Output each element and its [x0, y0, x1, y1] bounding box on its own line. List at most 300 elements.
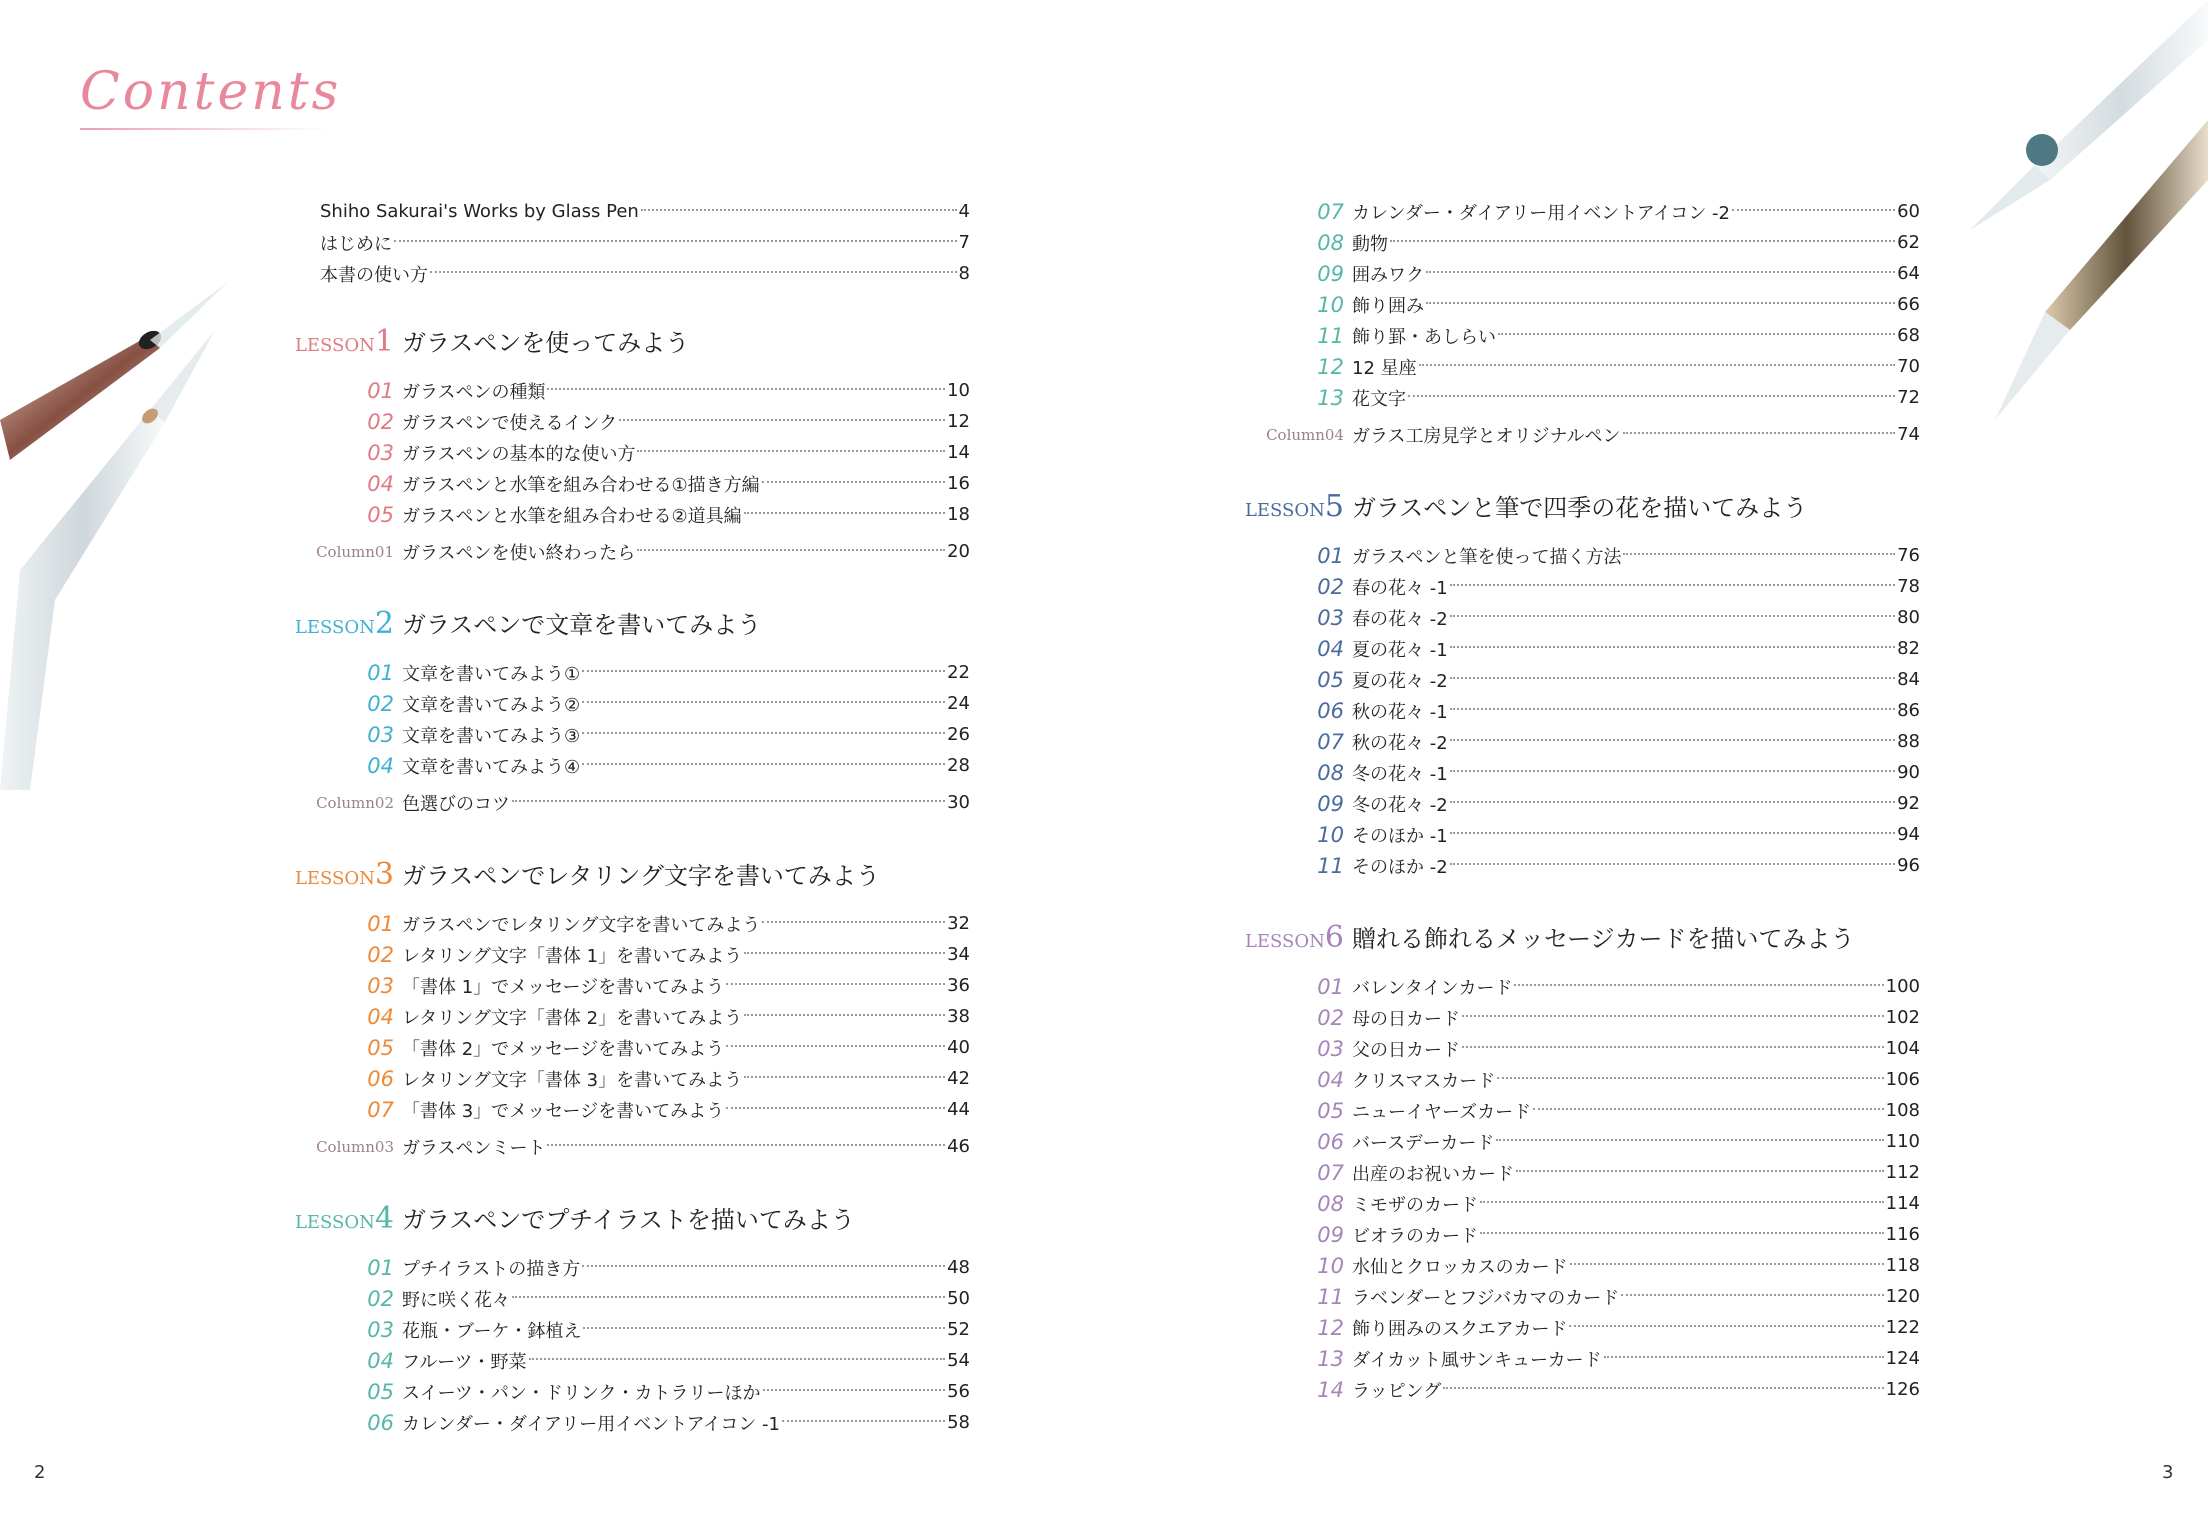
leader-dots: [726, 1045, 945, 1047]
column-entry[interactable]: [290, 787, 970, 818]
leader-dots: [1533, 1108, 1884, 1110]
leader-dots: [1450, 646, 1895, 648]
entry-label: 飾り罫・あしらい: [1352, 326, 1496, 348]
entry-label: ガラスペンの基本的な使い方: [402, 443, 636, 465]
toc-entry[interactable]: [1240, 1374, 1920, 1405]
lesson-heading[interactable]: [1240, 488, 1920, 540]
column-entry[interactable]: [290, 536, 970, 567]
entry-page: 16: [947, 473, 970, 494]
lesson-heading[interactable]: [290, 323, 970, 375]
toc-entry[interactable]: [1240, 540, 1920, 571]
entry-page: 54: [947, 1350, 970, 1371]
contents-title: Contents: [80, 62, 342, 122]
entry-label: ニューイヤーズカード: [1352, 1101, 1532, 1123]
entry-label: はじめに: [320, 233, 392, 255]
leader-dots: [1569, 1325, 1883, 1327]
entry-number: 01: [1317, 974, 1344, 999]
leader-dots: [1450, 615, 1895, 617]
leader-dots: [1623, 553, 1895, 555]
toc-entry[interactable]: [1240, 850, 1920, 881]
leader-dots: [744, 512, 945, 514]
toc-entry[interactable]: [290, 499, 970, 530]
toc-entry[interactable]: [1240, 1095, 1920, 1126]
entry-label: クリスマスカード: [1352, 1070, 1496, 1092]
leader-dots: [762, 481, 945, 483]
leader-dots: [512, 800, 945, 802]
leader-dots: [744, 1014, 945, 1016]
entry-number: 03: [367, 1317, 394, 1342]
entry-page: 94: [1897, 824, 1920, 845]
leader-dots: [1408, 395, 1895, 397]
entry-page: 4: [958, 201, 970, 222]
entry-number: 08: [1317, 760, 1344, 785]
toc-entry[interactable]: [1240, 1250, 1920, 1281]
leader-dots: [430, 271, 957, 273]
toc-entry[interactable]: [1240, 1157, 1920, 1188]
toc-entry[interactable]: [290, 258, 970, 289]
lesson-number: LESSON3: [294, 857, 394, 892]
toc-entry[interactable]: [290, 437, 970, 468]
lesson-title: ガラスペンを使ってみよう: [402, 329, 690, 357]
column-entry[interactable]: [290, 1131, 970, 1162]
toc-entry[interactable]: [290, 1252, 970, 1283]
entry-page: 104: [1885, 1038, 1920, 1059]
entry-label: 囲みワク: [1352, 264, 1424, 286]
leader-dots: [1604, 1356, 1884, 1358]
leader-dots: [1450, 739, 1895, 741]
leader-dots: [782, 1420, 945, 1422]
entry-number: 03: [1317, 605, 1344, 630]
toc-entry[interactable]: [290, 406, 970, 437]
entry-page: 50: [947, 1288, 970, 1309]
lesson-items: [1240, 971, 1920, 1405]
toc-entry[interactable]: [290, 1032, 970, 1063]
toc-entry[interactable]: [290, 1094, 970, 1125]
leader-dots: [583, 1327, 945, 1329]
toc-entry[interactable]: [1240, 819, 1920, 850]
entry-label: 色選びのコツ: [402, 793, 510, 815]
leader-dots: [1450, 677, 1895, 679]
entry-number: 12: [1317, 354, 1344, 379]
toc-entry[interactable]: [1240, 382, 1920, 413]
entry-number: 01: [367, 378, 394, 403]
entry-number: 02: [367, 1286, 394, 1311]
entry-label: 春の花々 -1: [1352, 577, 1448, 599]
entry-number: 08: [1317, 230, 1344, 255]
lesson-heading[interactable]: [290, 605, 970, 657]
entry-label: ガラスペンを使い終わったら: [402, 542, 636, 564]
toc-entry[interactable]: [290, 375, 970, 406]
lesson-heading[interactable]: [290, 856, 970, 908]
leader-dots: [582, 1265, 945, 1267]
entry-label: 「書体 1」でメッセージを書いてみよう: [402, 976, 725, 998]
entry-number: 03: [367, 973, 394, 998]
toc-entry[interactable]: [1240, 726, 1920, 757]
entry-label: ガラスペンでレタリング文字を書いてみよう: [402, 914, 761, 936]
entry-label: 12 星座: [1352, 357, 1417, 379]
entry-label: 秋の花々 -1: [1352, 701, 1448, 723]
toc-entry[interactable]: [1240, 757, 1920, 788]
entry-page: 62: [1897, 232, 1920, 253]
entry-number: 04: [367, 471, 394, 496]
entry-number: 11: [1317, 1284, 1344, 1309]
entry-number: 13: [1317, 1346, 1344, 1371]
lesson-number: LESSON5: [1244, 489, 1344, 524]
entry-page: 12: [947, 411, 970, 432]
entry-number: 04: [367, 1348, 394, 1373]
entry-label: 文章を書いてみよう①: [402, 663, 581, 685]
entry-page: 90: [1897, 762, 1920, 783]
toc-entry[interactable]: [290, 750, 970, 781]
toc-entry[interactable]: [290, 1376, 970, 1407]
entry-page: 30: [947, 792, 970, 813]
column-number: Column01: [316, 542, 394, 561]
entry-label: バレンタインカード: [1352, 977, 1513, 999]
entry-page: 110: [1885, 1131, 1920, 1152]
leader-dots: [1450, 770, 1895, 772]
entry-page: 60: [1897, 201, 1920, 222]
entry-number: 07: [1317, 199, 1344, 224]
leader-dots: [1450, 832, 1895, 834]
entry-page: 114: [1885, 1193, 1920, 1214]
entry-number: 04: [1317, 636, 1344, 661]
entry-number: 01: [367, 1255, 394, 1280]
entry-page: 106: [1885, 1069, 1920, 1090]
entry-label: 冬の花々 -1: [1352, 763, 1448, 785]
leader-dots: [1450, 863, 1895, 865]
entry-page: 122: [1885, 1317, 1920, 1338]
toc-entry[interactable]: [1240, 196, 1920, 227]
entry-label: 冬の花々 -2: [1352, 794, 1448, 816]
leader-dots: [1462, 1015, 1884, 1017]
leader-dots: [1450, 708, 1895, 710]
entry-number: 04: [1317, 1067, 1344, 1092]
page-number-right: 3: [2162, 1462, 2174, 1483]
leader-dots: [744, 1076, 945, 1078]
toc-entry[interactable]: [1240, 1033, 1920, 1064]
entry-label: 夏の花々 -1: [1352, 639, 1448, 661]
entry-number: 06: [1317, 1129, 1344, 1154]
toc-entry[interactable]: [1240, 695, 1920, 726]
entry-number: 06: [367, 1410, 394, 1435]
toc-entry[interactable]: [1240, 788, 1920, 819]
toc-entry[interactable]: [290, 657, 970, 688]
toc-entry[interactable]: [1240, 971, 1920, 1002]
entry-page: 70: [1897, 356, 1920, 377]
leader-dots: [394, 240, 957, 242]
column-number: Column03: [316, 1137, 394, 1156]
leader-dots: [582, 701, 945, 703]
toc-entry[interactable]: [1240, 320, 1920, 351]
entry-number: 02: [367, 942, 394, 967]
entry-number: 07: [1317, 1160, 1344, 1185]
leader-dots: [1570, 1263, 1884, 1265]
toc-entry[interactable]: [290, 1283, 970, 1314]
entry-page: 52: [947, 1319, 970, 1340]
entry-page: 112: [1885, 1162, 1920, 1183]
toc-entry[interactable]: [1240, 1312, 1920, 1343]
toc-left-column: [290, 196, 970, 1438]
entry-label: ガラスペンの種類: [402, 381, 546, 403]
entry-page: 44: [947, 1099, 970, 1120]
lesson-items: [290, 657, 970, 818]
entry-label: 水仙とクロッカスのカード: [1352, 1256, 1568, 1278]
entry-label: 秋の花々 -2: [1352, 732, 1448, 754]
toc-entry[interactable]: [290, 688, 970, 719]
entry-page: 26: [947, 724, 970, 745]
entry-number: 12: [1317, 1315, 1344, 1340]
entry-page: 88: [1897, 731, 1920, 752]
entry-label: 父の日カード: [1352, 1039, 1460, 1061]
entry-label: 本書の使い方: [320, 264, 428, 286]
leader-dots: [512, 1296, 945, 1298]
entry-label: 野に咲く花々: [402, 1289, 510, 1311]
entry-number: 11: [1317, 323, 1344, 348]
entry-number: 06: [367, 1066, 394, 1091]
leader-dots: [1450, 801, 1895, 803]
entry-number: 01: [367, 660, 394, 685]
column-number: Column04: [1266, 425, 1344, 444]
leader-dots: [1450, 584, 1895, 586]
leader-dots: [1480, 1232, 1884, 1234]
entry-number: 09: [1317, 791, 1344, 816]
entry-label: 春の花々 -2: [1352, 608, 1448, 630]
entry-page: 7: [958, 232, 970, 253]
entry-label: ガラスペンと水筆を組み合わせる②道具編: [402, 505, 742, 527]
entry-page: 102: [1885, 1007, 1920, 1028]
entry-label: プチイラストの描き方: [402, 1258, 581, 1280]
entry-page: 76: [1897, 545, 1920, 566]
leader-dots: [1732, 209, 1895, 211]
toc-entry[interactable]: [1240, 351, 1920, 382]
entry-page: 82: [1897, 638, 1920, 659]
leader-dots: [582, 670, 945, 672]
entry-page: 42: [947, 1068, 970, 1089]
entry-label: スイーツ・パン・ドリンク・カトラリーほか: [402, 1382, 761, 1404]
entry-page: 118: [1885, 1255, 1920, 1276]
lesson-heading[interactable]: [1240, 919, 1920, 971]
leader-dots: [619, 419, 945, 421]
entry-page: 48: [947, 1257, 970, 1278]
entry-number: 04: [367, 1004, 394, 1029]
page-number-left: 2: [34, 1462, 46, 1483]
leader-dots: [762, 921, 945, 923]
entry-label: ビオラのカード: [1352, 1225, 1478, 1247]
toc-entry[interactable]: [290, 1314, 970, 1345]
leader-dots: [1514, 984, 1883, 986]
leader-dots: [641, 209, 957, 211]
glass-pen-right-icon: [1955, 0, 2208, 440]
entry-page: 58: [947, 1412, 970, 1433]
lesson-heading[interactable]: [290, 1200, 970, 1252]
entry-label: ミモザのカード: [1352, 1194, 1478, 1216]
entry-number: 04: [367, 753, 394, 778]
entry-number: 03: [367, 722, 394, 747]
leader-dots: [1621, 1294, 1883, 1296]
entry-page: 116: [1885, 1224, 1920, 1245]
lesson-title: ガラスペンでレタリング文字を書いてみよう: [402, 862, 880, 890]
entry-number: 08: [1317, 1191, 1344, 1216]
leader-dots: [1516, 1170, 1884, 1172]
entry-number: 13: [1317, 385, 1344, 410]
entry-page: 24: [947, 693, 970, 714]
toc-entry[interactable]: [1240, 1064, 1920, 1095]
entry-label: ラベンダーとフジバカマのカード: [1352, 1287, 1620, 1309]
toc-entry[interactable]: [1240, 289, 1920, 320]
entry-label: フルーツ・野菜: [402, 1351, 527, 1373]
entry-page: 14: [947, 442, 970, 463]
entry-page: 40: [947, 1037, 970, 1058]
entry-label: ガラスペンと水筆を組み合わせる①描き方編: [402, 474, 760, 496]
entry-number: 11: [1317, 853, 1344, 878]
entry-page: 56: [947, 1381, 970, 1402]
leader-dots: [1623, 432, 1896, 434]
entry-number: 02: [1317, 574, 1344, 599]
entry-label: レタリング文字「書体 3」を書いてみよう: [402, 1069, 743, 1091]
entry-page: 120: [1885, 1286, 1920, 1307]
toc-entry[interactable]: [290, 939, 970, 970]
entry-page: 8: [958, 263, 970, 284]
toc-entry[interactable]: [1240, 571, 1920, 602]
entry-number: 10: [1317, 822, 1344, 847]
entry-number: 05: [367, 1379, 394, 1404]
entry-label: ガラス工房見学とオリジナルペン: [1352, 425, 1621, 447]
entry-page: 96: [1897, 855, 1920, 876]
entry-page: 36: [947, 975, 970, 996]
entry-number: 07: [367, 1097, 394, 1122]
entry-page: 78: [1897, 576, 1920, 597]
toc-entry[interactable]: [290, 196, 970, 227]
toc-entry[interactable]: [1240, 1281, 1920, 1312]
leader-dots: [547, 1144, 945, 1146]
entry-number: 03: [367, 440, 394, 465]
entry-page: 20: [947, 541, 970, 562]
entry-label: 母の日カード: [1352, 1008, 1460, 1030]
lesson-items: [290, 908, 970, 1162]
entry-number: 09: [1317, 261, 1344, 286]
entry-number: 01: [367, 911, 394, 936]
toc-entry[interactable]: [1240, 1343, 1920, 1374]
toc-entry[interactable]: [1240, 633, 1920, 664]
leader-dots: [1390, 240, 1895, 242]
entry-page: 22: [947, 662, 970, 683]
lesson-number: LESSON2: [294, 606, 394, 641]
entry-label: 花文字: [1352, 388, 1406, 410]
lesson-number: LESSON6: [1244, 920, 1344, 955]
entry-label: 夏の花々 -2: [1352, 670, 1448, 692]
entry-page: 46: [947, 1136, 970, 1157]
entry-number: 02: [367, 691, 394, 716]
entry-page: 108: [1885, 1100, 1920, 1121]
entry-page: 86: [1897, 700, 1920, 721]
entry-label: ガラスペンと筆を使って描く方法: [1352, 546, 1622, 568]
entry-number: 06: [1317, 698, 1344, 723]
toc-entry[interactable]: [1240, 227, 1920, 258]
entry-label: 「書体 2」でメッセージを書いてみよう: [402, 1038, 725, 1060]
entry-label: 出産のお祝いカード: [1352, 1163, 1514, 1185]
entry-number: 09: [1317, 1222, 1344, 1247]
lesson-title: ガラスペンで文章を書いてみよう: [402, 611, 762, 639]
leader-dots: [582, 763, 945, 765]
entry-page: 100: [1885, 976, 1920, 997]
entry-page: 124: [1885, 1348, 1920, 1369]
column-number: Column02: [316, 793, 394, 812]
entry-page: 92: [1897, 793, 1920, 814]
entry-label: そのほか -2: [1352, 856, 1448, 878]
entry-label: ラッピング: [1352, 1380, 1442, 1402]
toc-entry[interactable]: [1240, 1188, 1920, 1219]
leader-dots: [1426, 302, 1895, 304]
entry-label: レタリング文字「書体 2」を書いてみよう: [402, 1007, 743, 1029]
leader-dots: [726, 1107, 945, 1109]
toc-entry[interactable]: [1240, 1219, 1920, 1250]
toc-entry[interactable]: [290, 227, 970, 258]
lesson-number: LESSON4: [294, 1201, 394, 1236]
entry-number: 05: [1317, 667, 1344, 692]
toc-entry[interactable]: [290, 908, 970, 939]
entry-page: 32: [947, 913, 970, 934]
entry-label: バースデーカード: [1352, 1132, 1495, 1154]
leader-dots: [637, 549, 945, 551]
entry-number: 03: [1317, 1036, 1344, 1061]
lesson-number: LESSON1: [294, 324, 394, 359]
toc-entry[interactable]: [290, 1345, 970, 1376]
lesson-title: ガラスペンと筆で四季の花を描いてみよう: [1352, 494, 1808, 522]
toc-entry[interactable]: [290, 719, 970, 750]
entry-number: 05: [367, 502, 394, 527]
entry-page: 80: [1897, 607, 1920, 628]
entry-label: 文章を書いてみよう④: [402, 756, 581, 778]
toc-entry[interactable]: [290, 1407, 970, 1438]
entry-number: 07: [1317, 729, 1344, 754]
lesson-items: [1240, 196, 1920, 450]
toc-entry[interactable]: [1240, 664, 1920, 695]
toc-entry[interactable]: [1240, 1126, 1920, 1157]
leader-dots: [637, 450, 945, 452]
leader-dots: [1480, 1201, 1884, 1203]
entry-number: 01: [1317, 543, 1344, 568]
toc-entry[interactable]: [1240, 258, 1920, 289]
lesson-items: [290, 375, 970, 567]
entry-page: 10: [947, 380, 970, 401]
entry-label: 文章を書いてみよう②: [402, 694, 581, 716]
entry-label: 「書体 3」でメッセージを書いてみよう: [402, 1100, 725, 1122]
lesson-items: [290, 1252, 970, 1438]
leader-dots: [1496, 1139, 1883, 1141]
entry-page: 68: [1897, 325, 1920, 346]
toc-entry[interactable]: [290, 468, 970, 499]
entry-label: ガラスペンミート: [402, 1137, 546, 1159]
entry-label: ダイカット風サンキューカード: [1352, 1349, 1602, 1371]
entry-page: 38: [947, 1006, 970, 1027]
leader-dots: [582, 732, 945, 734]
entry-label: 飾り囲み: [1352, 295, 1424, 317]
toc-entry[interactable]: [1240, 602, 1920, 633]
toc-entry[interactable]: [1240, 1002, 1920, 1033]
entry-label: そのほか -1: [1352, 825, 1448, 847]
leader-dots: [1419, 364, 1895, 366]
entry-page: 34: [947, 944, 970, 965]
toc-entry[interactable]: [290, 1001, 970, 1032]
entry-page: 64: [1897, 263, 1920, 284]
entry-page: 28: [947, 755, 970, 776]
lesson-title: ガラスペンでプチイラストを描いてみよう: [402, 1206, 855, 1234]
column-entry[interactable]: [1240, 419, 1920, 450]
entry-label: 動物: [1352, 233, 1388, 255]
toc-entry[interactable]: [290, 1063, 970, 1094]
entry-label: 飾り囲みのスクエアカード: [1352, 1318, 1568, 1340]
toc-entry[interactable]: [290, 970, 970, 1001]
